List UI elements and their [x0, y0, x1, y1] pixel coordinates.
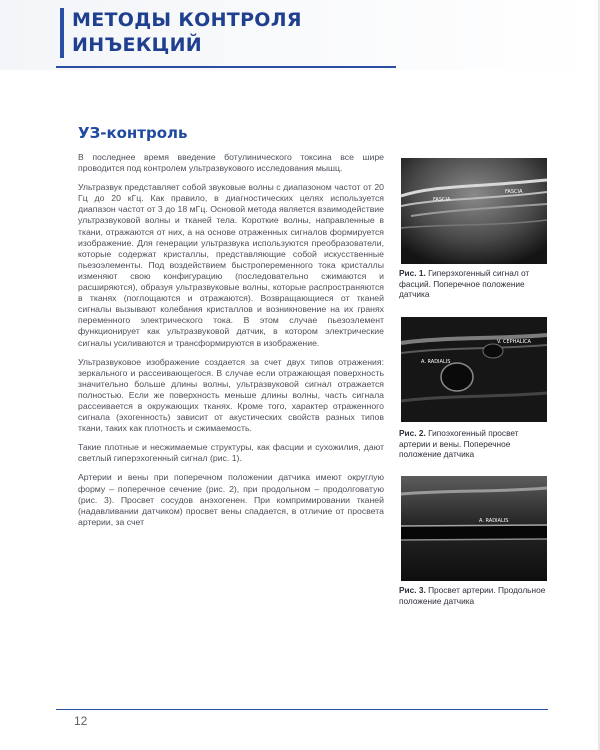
paragraph-vessels: Артерии и вены при поперечном положении датчика имеют округлую форму – поперечное сечение (рис. 2), при продольном – продолговатую (рис. 3). Просвет сосудов анэхогенен. При компримировании тканей (надавливании датчиком) просвет вены спадается, в отличие от просвета артерии, за счет — [78, 472, 384, 527]
figure-1-ultrasound-image — [401, 158, 547, 264]
fig2-label-vein: V. CEPHALICA — [497, 339, 531, 345]
figure-1-text: Гиперэхогенный сигнал от фасций. Поперечное положение датчика — [399, 268, 530, 300]
figure-3-ultrasound-image — [401, 476, 547, 581]
figure-2-ultrasound-image — [401, 317, 547, 422]
chapter-title-line-1: МЕТОДЫ КОНТРОЛЯ — [72, 9, 302, 31]
paragraph-fascia: Такие плотные и несжимаемые структуры, как фасции и сухожилия, дают светлый гиперэхогенный сигнал (рис. 1). — [78, 442, 384, 464]
figure-3-label: Рис. 3. — [399, 585, 426, 595]
figure-2-text: Гипоэхогенный просвет артерии и вены. Поперечное положение датчика — [399, 428, 519, 460]
paragraph-reflection: Ультразвуковое изображение создается за счет двух типов отражения: зеркального и рассеивающегося. В случае если отражающая поверхность значительно больше длины волны, ультразвуковой сигнал отражается полностью. Если же поверхность меньше длины волны, часть сигнала рассеивается в окружающих тканях. Кроме того, характер отраженного сигнала (эхогенность) зависит от акустических свойств разных типов ткани, таких как плотность и сжимаемость. — [78, 356, 384, 434]
figure-2-caption — [399, 428, 549, 460]
chapter-title-line-2: ИНЪЕКЦИЙ — [72, 34, 202, 56]
fig2-label-artery: A. RADIALIS — [421, 359, 451, 365]
body-text — [78, 152, 384, 536]
section-heading: УЗ-контроль — [78, 124, 188, 142]
fig1-label-fascia-left: FASCIA — [433, 197, 451, 203]
footer-rule — [56, 709, 548, 710]
chapter-title — [60, 8, 392, 58]
figure-2-label: Рис. 2. — [399, 428, 426, 438]
figure-3-caption — [399, 585, 549, 606]
figure-1-caption — [399, 268, 549, 300]
paragraph-intro: В последнее время введение ботулинического токсина все шире проводится под контролем ультразвукового исследования мышц. — [78, 152, 384, 174]
figure-1-label: Рис. 1. — [399, 268, 426, 278]
fig1-label-fascia-right: FASCIA — [505, 189, 523, 195]
figure-3-text: Просвет артерии. Продольное положение датчика — [399, 585, 546, 606]
paragraph-ultrasound: Ультразвук представляет собой звуковые волны с диапазоном частот от 20 Гц до 20 кГц. Как правило, в диагностических целях используется диапазон частот от 3 до 18 мГц. Основой метода является взаимодействие ультразвуковой волны и тканей тела. Короткие волны, направленные в ткани, отражаются от них, а на основе отраженных сигналов формируется изображение. Для генерации ультразвука используются преобразователи, которые содержат кристаллы, представляющие собой искусственные пьезоэлементы. Под воздействием быстропеременного тока кристаллы изменяют свою конфигурацию (последовательно сжимаются и расширяются), образуя ультразвуковые волны, которые распространяются в тканях (поглощаются и отражаются). Возвращающиеся от тканей сигналы вызывают колебания кристаллов и возникновение на их гранях переменного электрического тока. В этом случае пьезоэлемент функционирует как ультразвуковой датчик, в котором электрические сигналы усиливаются и трансформируются в изображение. — [78, 182, 384, 348]
page-number: 12 — [74, 714, 88, 728]
fig3-label-artery: A. RADIALIS — [479, 518, 509, 524]
title-underline — [56, 66, 396, 68]
